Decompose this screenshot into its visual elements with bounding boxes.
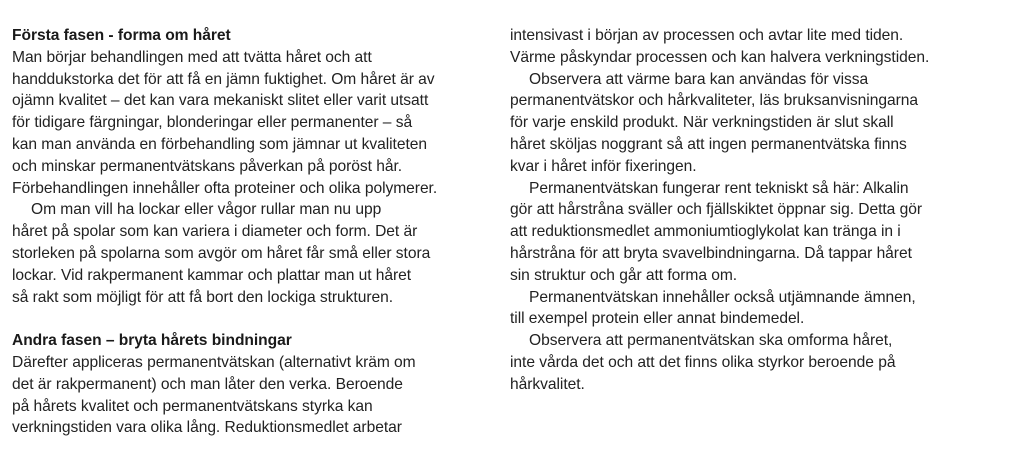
body-line: storleken på spolarna som avgör om håret får små eller stora (12, 244, 431, 262)
section-heading-second-phase: Andra fasen – bryta hårets bindningar (12, 332, 292, 350)
section-heading-first-phase: Första fasen - forma om håret (12, 27, 231, 44)
body-line: för varje enskild produkt. När verkningstiden är slut skall (510, 114, 894, 132)
body-line: så rakt som möjligt för att få bort den lockiga strukturen. (12, 288, 393, 306)
body-line: intensivast i början av processen och avtar lite med tiden. (510, 27, 904, 44)
body-line: Om man vill ha lockar eller vågor rullar man nu upp (31, 201, 382, 219)
body-line: håret på spolar som kan variera i diameter och form. Det är (12, 223, 418, 241)
body-line: handdukstorka det för att få en jämn fuktighet. Om håret är av (12, 70, 435, 88)
body-line: sin struktur och går att forma om. (510, 266, 738, 284)
body-line: till exempel protein eller annat bindemedel. (510, 310, 805, 328)
body-line: kan man använda en förbehandling som jämnar ut kvaliteten (12, 135, 427, 153)
body-line: Permanentvätskan fungerar rent tekniskt så här: Alkalin (529, 179, 909, 197)
body-line: Man börjar behandlingen med att tvätta håret och att (12, 48, 372, 66)
right-column (510, 25, 980, 396)
body-line: hårstråna för att bryta svavelbindningarna. Då tappar håret (510, 244, 912, 262)
body-line: Därefter appliceras permanentvätskan (alternativt kräm om (12, 353, 416, 371)
body-line: kvar i håret inför fixeringen. (510, 157, 697, 175)
body-line: permanentvätskor och hårkvaliteter, läs bruksanvisningarna (510, 92, 918, 110)
body-line: Observera att värme bara kan användas för vissa (529, 70, 869, 88)
left-column (12, 25, 490, 439)
body-line: hårkvalitet. (510, 375, 585, 393)
body-line: Permanentvätskan innehåller också utjämnande ämnen, (529, 288, 916, 306)
body-line: gör att hårstråna sväller och fjällskiktet öppnar sig. Detta gör (510, 201, 922, 219)
body-line: Värme påskyndar processen och kan halvera verkningstiden. (510, 48, 930, 66)
body-line: verkningstiden vara olika lång. Reduktionsmedlet arbetar (12, 419, 402, 437)
body-line: för tidigare färgningar, blonderingar eller permanenter – så (12, 114, 413, 132)
body-line: Observera att permanentvätskan ska omforma håret, (529, 332, 893, 350)
body-line: att reduktionsmedlet ammoniumtioglykolat kan tränga in i (510, 223, 901, 241)
body-line: håret sköljas noggrant så att ingen permanentvätska finns (510, 135, 907, 153)
section-spacer (12, 308, 490, 330)
body-line: ojämn kvalitet – det kan vara mekaniskt slitet eller varit utsatt (12, 92, 429, 110)
body-line: lockar. Vid rakpermanent kammar och plattar man ut håret (12, 266, 412, 284)
body-line: Förbehandlingen innehåller ofta proteiner och olika polymerer. (12, 179, 438, 197)
body-line: inte vårda det och att det finns olika styrkor beroende på (510, 353, 896, 371)
body-line: och minskar permanentvätskans påverkan på poröst hår. (12, 157, 403, 175)
body-line: på hårets kvalitet och permanentvätskans styrka kan (12, 397, 373, 415)
body-line: det är rakpermanent) och man låter den verka. Beroende (12, 375, 403, 393)
